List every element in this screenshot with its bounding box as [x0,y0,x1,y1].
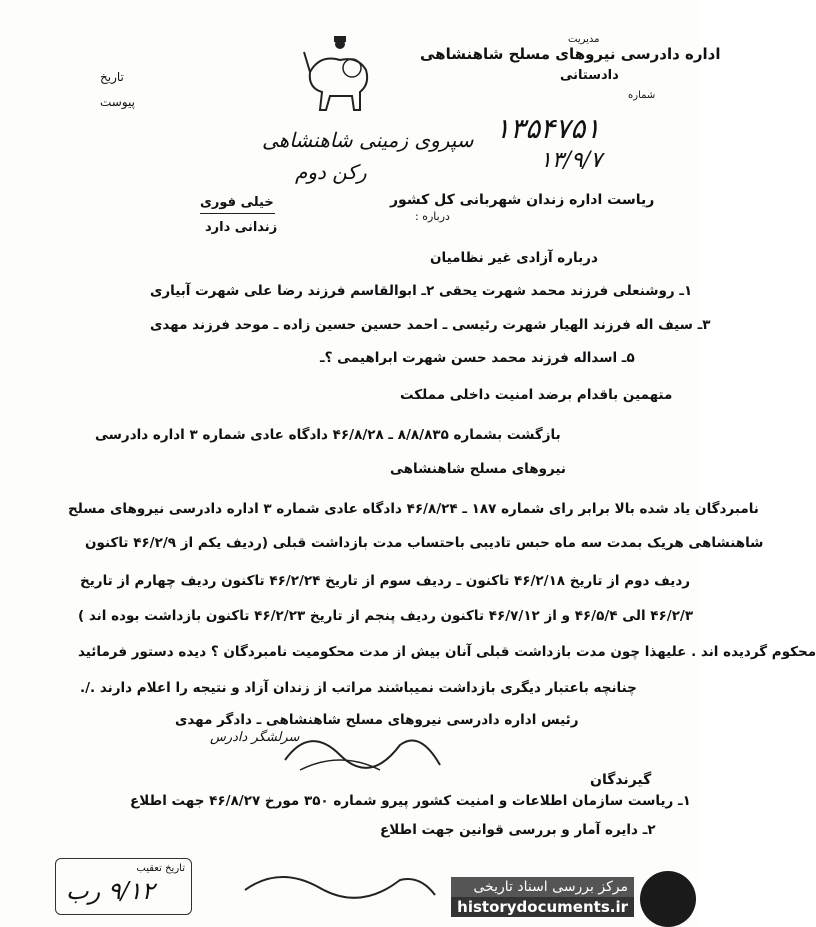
org-line: اداره دادرسی نیروهای مسلح شاهنشاهی [420,45,721,63]
subject-line: درباره آزادی غیر نظامیان [430,250,598,266]
office-label: زندانی دارد [205,220,278,235]
file-date: ۱۳/۹/۷ [540,148,603,173]
watermark-en: historydocuments.ir [451,897,634,917]
signature-title: رئیس اداره دادرسی نیروهای مسلح شاهنشاهی ـ دادگر مهدی [175,712,579,728]
divider [200,213,275,214]
reference-line-2: نیروهای مسلح شاهنشاهی [390,461,566,477]
file-number: ۱۳۵۴۷۵۱ [495,112,601,145]
watermark [451,877,634,917]
paragraph-line: چنانچه باعتبار دیگری بازداشت نمیباشند مراتب از زندان آزاد و نتیجه را اعلام دارند ./. [80,680,637,696]
follow-up-stamp [55,858,192,915]
management-label: مدیریت [568,34,600,45]
number-label: شماره [628,90,656,101]
watermark-fa: مرکز بررسی اسناد تاریخی [451,877,634,897]
list-item: ۱ـ روشنعلی فرزند محمد شهرت یحقی ۲ـ ابوالقاسم فرزند رضا علی شهرت آبیاری [150,283,693,299]
date-label: تاریخ [100,70,124,84]
recipient-item: ۲ـ دایره آمار و بررسی قوانین جهت اطلاع [380,822,656,838]
office-line: دادستانی [560,68,619,83]
archive-logo-icon [640,871,696,927]
paragraph-line: شاهنشاهی هریک بمدت سه ماه حبس تادیبی باحتساب مدت بازداشت قبلی (ردیف یکم از ۴۶/۲/۹ تاکنون [85,535,764,551]
list-item: ۵ـ اسداله فرزند محمد حسن شهرت ابراهیمی ؟ـ [320,350,635,366]
emblem-line2: رکن دوم [295,160,367,184]
recipients-heading: گیرندگان [590,772,652,788]
paragraph-line: ردیف دوم از تاریخ ۴۶/۲/۱۸ تاکنون ـ ردیف سوم از تاریخ ۴۶/۲/۲۴ تاکنون ردیف چهارم از تاریخ [80,573,691,589]
charge-line: متهمین باقدام برضد امنیت داخلی مملکت [400,387,673,403]
signature-name: سرلشگر دادرس [210,730,300,745]
paragraph-line: ۴۶/۲/۳ الی ۴۶/۵/۴ و از ۴۶/۷/۱۲ تاکنون ردیف پنجم از تاریخ ۴۶/۲/۲۳ تاکنون بازداشت بوده اند ) [78,608,694,624]
emblem-line1: سپروی زمینی شاهنشاهی [262,128,474,152]
attachment-label: پیوست [100,95,135,109]
recipient-item: ۱ـ ریاست سازمان اطلاعات و امنیت کشور پیرو شماره ۳۵۰ مورخ ۴۶/۸/۲۷ جهت اطلاع [130,793,691,809]
bottom-signature-scribble-icon [240,860,440,910]
recipient: ریاست اداره زندان شهربانی کل کشور [390,192,655,208]
paragraph-line: نامبردگان یاد شده بالا برابر رای شماره ۱۸۷ ـ ۴۶/۸/۲۴ دادگاه عادی شماره ۳ اداره دادرسی نیروهای مسلح [68,501,759,517]
stamp-label: تاریخ تعقیب [136,863,185,874]
paragraph-line: محکوم گردیده اند . علیهذا چون مدت بازداشت قبلی آنان بیش از مدت محکومیت نامبردگان ؟ دیده دستور فرمائید [78,644,816,660]
subject-label: درباره : [415,210,450,223]
signature-scribble-icon [280,720,450,780]
list-item: ۳ـ سیف اله فرزند الهیار شهرت رئیسی ـ احمد حسین حسین زاده ـ موحد فرزند مهدی [150,317,711,333]
urgency-label: خیلی فوری [200,195,274,210]
reference-line: بازگشت بشماره ۸/۸/۸۳۵ ـ ۴۶/۸/۲۸ دادگاه عادی شماره ۳ اداره دادرسی [95,427,561,443]
stamp-handwriting: ۹/۱۲ رب [66,877,155,905]
lion-and-sun-emblem-icon [300,32,380,127]
